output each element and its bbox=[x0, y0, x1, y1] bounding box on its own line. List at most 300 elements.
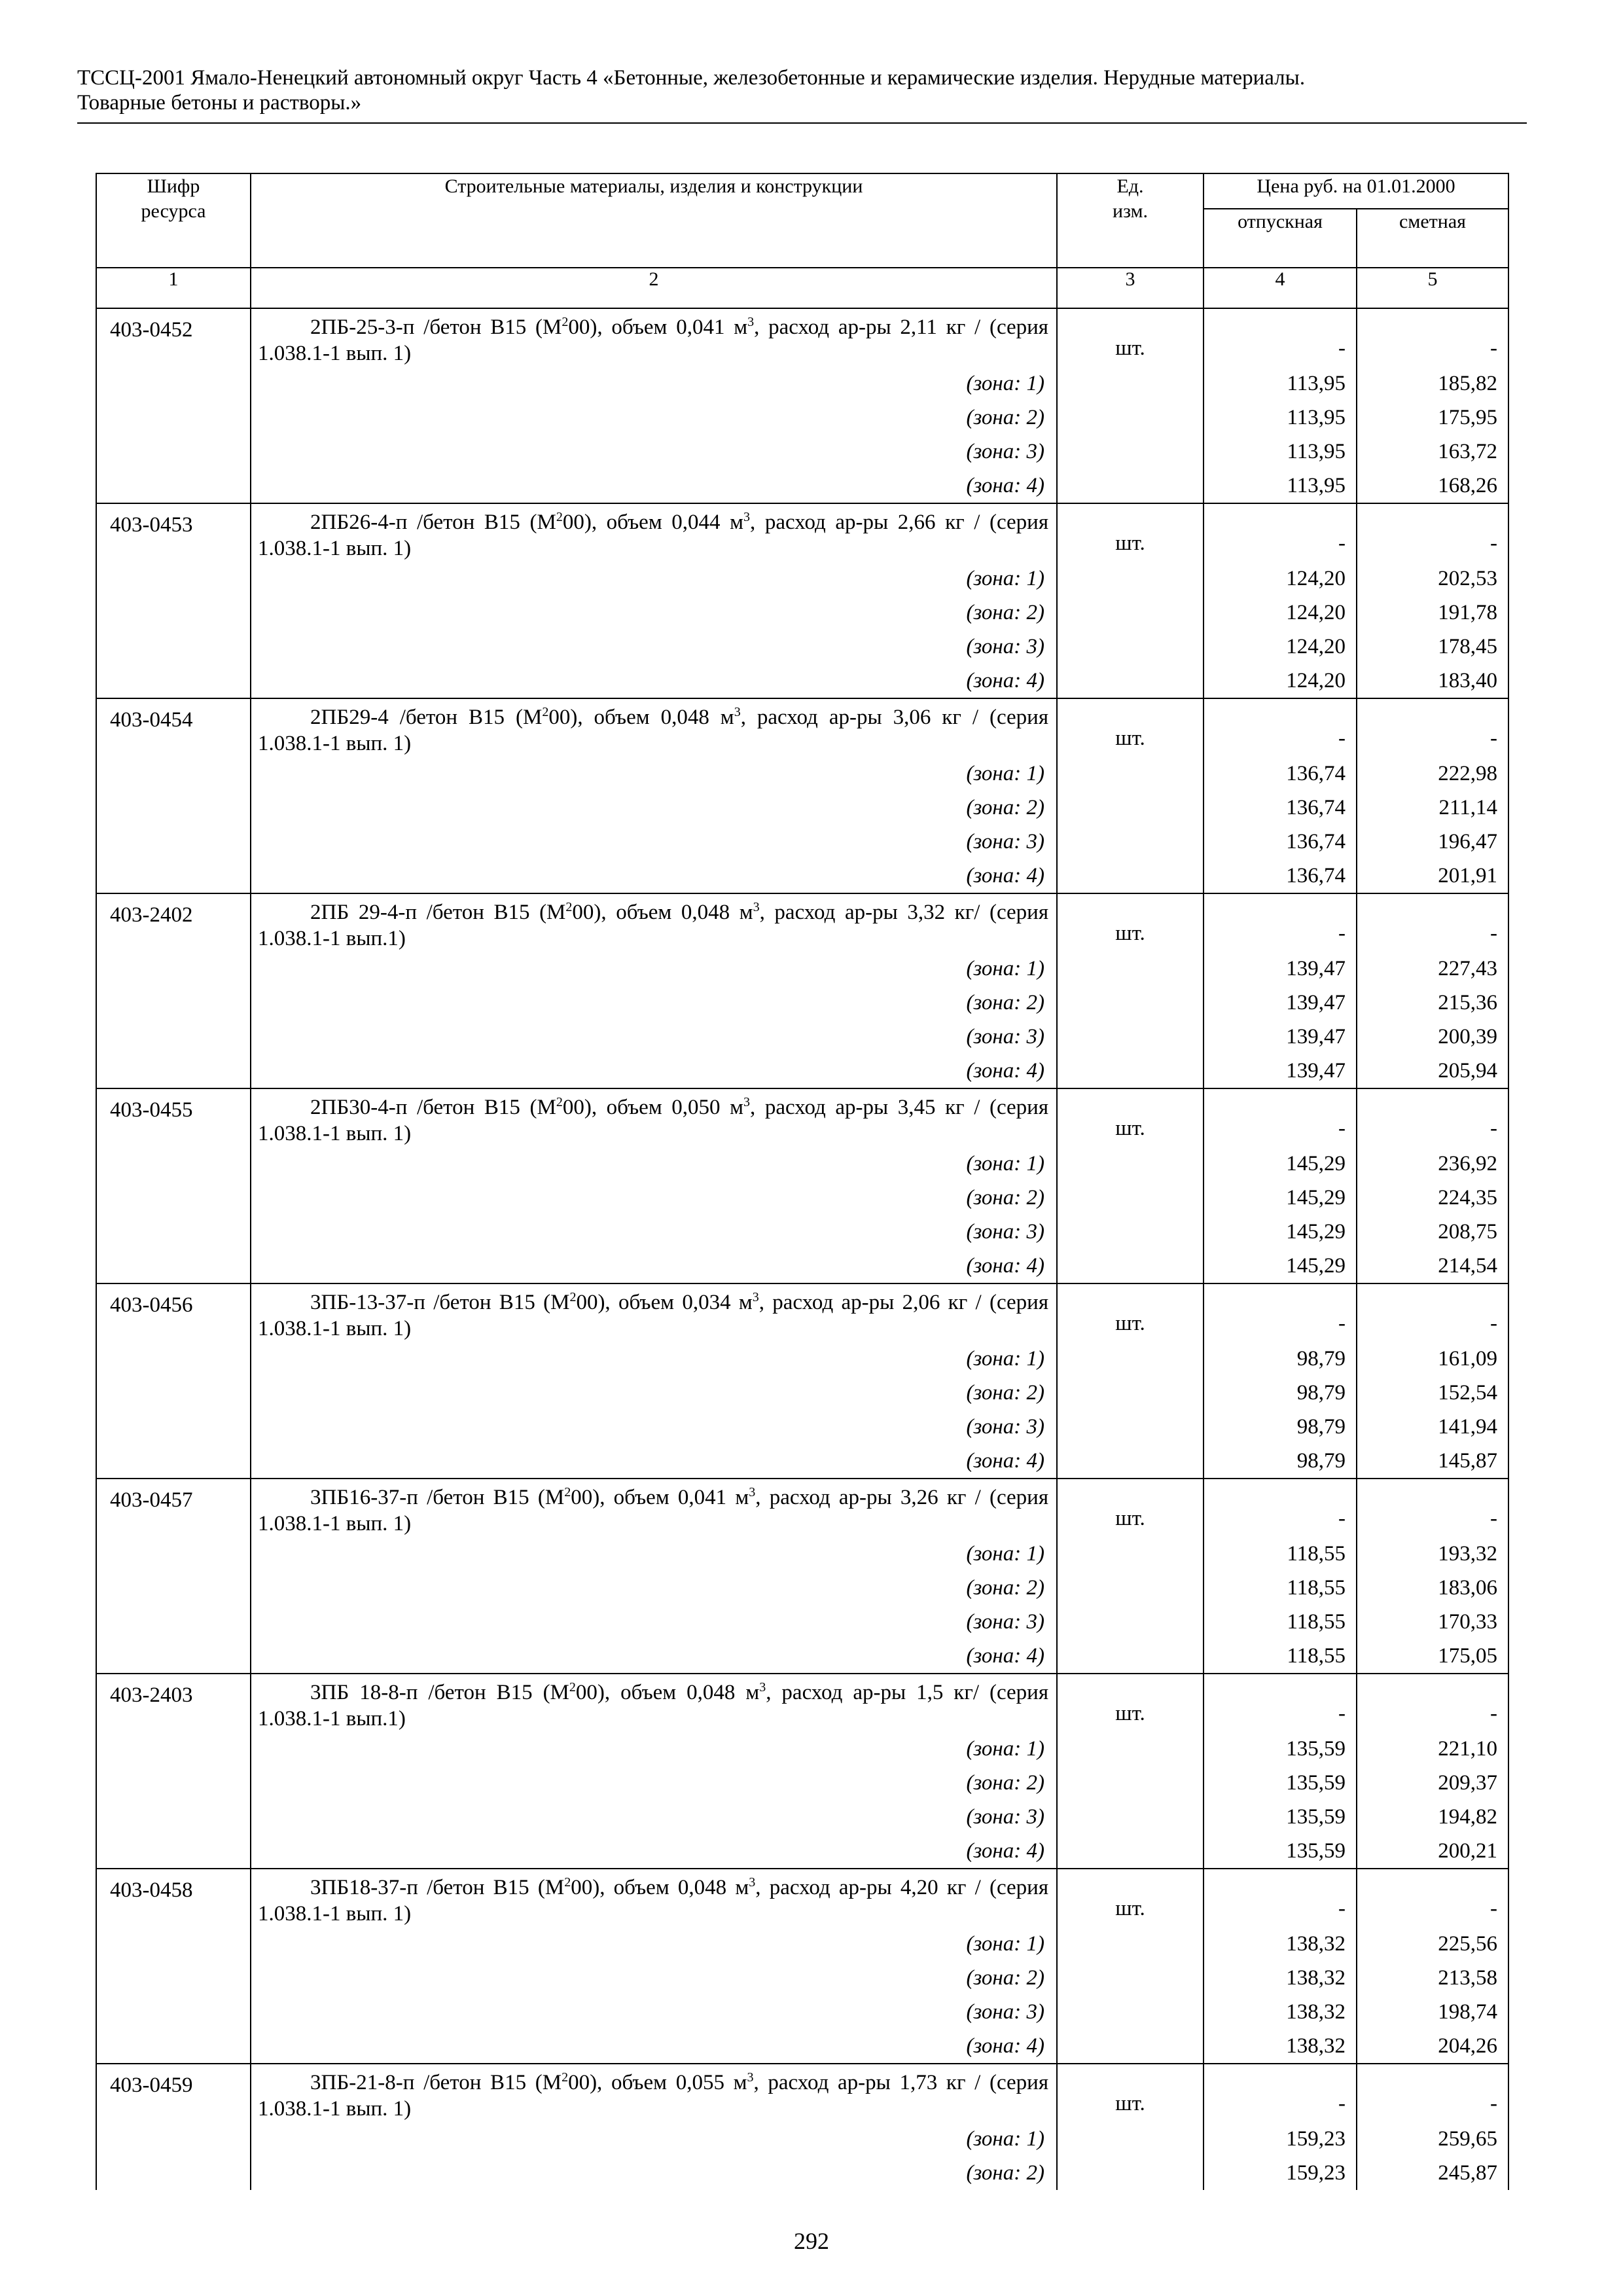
zone-estimate-price: 222,98 bbox=[1357, 757, 1508, 791]
zone-code-empty bbox=[96, 1639, 251, 1674]
name-part: 00), объем 0,041 м bbox=[571, 1486, 749, 1509]
name-part: 00), объем 0,048 м bbox=[575, 1681, 760, 1704]
zone-code-empty bbox=[96, 435, 251, 469]
zone-estimate-price: 209,37 bbox=[1357, 1766, 1508, 1800]
name-part: 2ПБ26-4-п /бетон В15 (М bbox=[310, 511, 556, 534]
estimate-price: - bbox=[1357, 1674, 1508, 1732]
name-part: 00), объем 0,048 м bbox=[548, 706, 734, 729]
zone-release-price: 139,47 bbox=[1204, 952, 1357, 986]
name-part: 3ПБ-21-8-п /бетон В15 (М bbox=[310, 2071, 562, 2094]
zone-unit-empty bbox=[1057, 1410, 1204, 1444]
zone-unit-empty bbox=[1057, 1834, 1204, 1869]
table-body bbox=[96, 308, 1508, 2190]
zone-row bbox=[96, 630, 1508, 664]
zone-row bbox=[96, 367, 1508, 401]
zone-row bbox=[96, 2029, 1508, 2064]
zone-label: (зона: 1) bbox=[251, 2122, 1057, 2156]
zone-code-empty bbox=[96, 1054, 251, 1088]
table-row bbox=[96, 1283, 1508, 1342]
name-superscript: 2 bbox=[564, 1875, 571, 1890]
zone-row bbox=[96, 2122, 1508, 2156]
zone-label: (зона: 4) bbox=[251, 1444, 1057, 1479]
zone-row bbox=[96, 1605, 1508, 1639]
unit-of-measure: шт. bbox=[1057, 308, 1204, 367]
zone-unit-empty bbox=[1057, 1961, 1204, 1995]
zone-row bbox=[96, 1410, 1508, 1444]
name-superscript: 3 bbox=[747, 315, 755, 329]
zone-estimate-price: 215,36 bbox=[1357, 986, 1508, 1020]
resource-code: 403-0457 bbox=[96, 1479, 251, 1537]
zone-code-empty bbox=[96, 2122, 251, 2156]
zone-estimate-price: 141,94 bbox=[1357, 1410, 1508, 1444]
name-superscript: 3 bbox=[749, 1875, 756, 1890]
name-part: 00), объем 0,055 м bbox=[568, 2071, 747, 2094]
zone-estimate-price: 161,09 bbox=[1357, 1342, 1508, 1376]
estimate-price: - bbox=[1357, 503, 1508, 562]
zone-unit-empty bbox=[1057, 1376, 1204, 1410]
material-name bbox=[251, 503, 1057, 562]
zone-label: (зона: 1) bbox=[251, 952, 1057, 986]
zone-label: (зона: 4) bbox=[251, 859, 1057, 893]
col-header-code: Шифр ресурса bbox=[96, 173, 251, 268]
zone-release-price: 135,59 bbox=[1204, 1834, 1357, 1869]
zone-unit-empty bbox=[1057, 757, 1204, 791]
zone-code-empty bbox=[96, 2156, 251, 2190]
zone-estimate-price: 145,87 bbox=[1357, 1444, 1508, 1479]
zone-row bbox=[96, 1732, 1508, 1766]
zone-label: (зона: 4) bbox=[251, 1249, 1057, 1283]
zone-estimate-price: 193,32 bbox=[1357, 1537, 1508, 1571]
name-part: , расход ар-ры 3,26 кг / (серия 1.038.1-1 вып. 1) bbox=[258, 1486, 1049, 1535]
material-name bbox=[251, 308, 1057, 367]
zone-code-empty bbox=[96, 1961, 251, 1995]
zone-code-empty bbox=[96, 367, 251, 401]
zone-code-empty bbox=[96, 401, 251, 435]
col-header-unit: Ед. изм. bbox=[1057, 173, 1204, 268]
name-part: , расход ар-ры 1,73 кг / (серия 1.038.1-1 вып. 1) bbox=[258, 2071, 1048, 2121]
zone-release-price: 118,55 bbox=[1204, 1537, 1357, 1571]
zone-code-empty bbox=[96, 1410, 251, 1444]
material-name bbox=[251, 1869, 1057, 1927]
zone-code-empty bbox=[96, 1605, 251, 1639]
zone-unit-empty bbox=[1057, 1181, 1204, 1215]
zone-estimate-price: 185,82 bbox=[1357, 367, 1508, 401]
col-header-estimate: сметная bbox=[1357, 209, 1508, 268]
resource-code: 403-0454 bbox=[96, 698, 251, 757]
unit-of-measure: шт. bbox=[1057, 893, 1204, 952]
zone-row bbox=[96, 1800, 1508, 1834]
zone-row bbox=[96, 469, 1508, 503]
name-superscript: 3 bbox=[743, 1095, 751, 1109]
name-part: , расход ар-ры 2,11 кг / (серия 1.038.1-1 вып. 1) bbox=[258, 315, 1048, 365]
zone-row bbox=[96, 1927, 1508, 1961]
running-header-line1: ТССЦ-2001 Ямало-Ненецкий автономный округ Часть 4 «Бетонные, железобетонные и керамические изделия. Нерудные материалы. bbox=[77, 66, 1306, 90]
zone-unit-empty bbox=[1057, 2029, 1204, 2064]
zone-estimate-price: 214,54 bbox=[1357, 1249, 1508, 1283]
zone-row bbox=[96, 2156, 1508, 2190]
zone-row bbox=[96, 401, 1508, 435]
zone-row bbox=[96, 1054, 1508, 1088]
col-number-2: 2 bbox=[251, 268, 1057, 308]
unit-of-measure: шт. bbox=[1057, 1674, 1204, 1732]
zone-code-empty bbox=[96, 1800, 251, 1834]
running-header bbox=[77, 65, 1527, 115]
name-part: , расход ар-ры 1,5 кг/ (серия 1.038.1-1 вып.1) bbox=[258, 1681, 1049, 1731]
zone-row bbox=[96, 1834, 1508, 1869]
zone-release-price: 145,29 bbox=[1204, 1215, 1357, 1249]
release-price: - bbox=[1204, 1479, 1357, 1537]
name-part: 00), объем 0,034 м bbox=[576, 1291, 753, 1314]
zone-row bbox=[96, 825, 1508, 859]
table-row bbox=[96, 698, 1508, 757]
material-name bbox=[251, 893, 1057, 952]
table-row bbox=[96, 308, 1508, 367]
zone-unit-empty bbox=[1057, 1927, 1204, 1961]
name-superscript: 2 bbox=[569, 1680, 576, 1695]
zone-code-empty bbox=[96, 859, 251, 893]
zone-release-price: 136,74 bbox=[1204, 791, 1357, 825]
zone-estimate-price: 196,47 bbox=[1357, 825, 1508, 859]
name-superscript: 2 bbox=[562, 315, 569, 329]
zone-label: (зона: 2) bbox=[251, 791, 1057, 825]
zone-unit-empty bbox=[1057, 2122, 1204, 2156]
zone-label: (зона: 2) bbox=[251, 1181, 1057, 1215]
zone-unit-empty bbox=[1057, 1800, 1204, 1834]
zone-label: (зона: 3) bbox=[251, 1995, 1057, 2029]
table-row bbox=[96, 1088, 1508, 1147]
zone-unit-empty bbox=[1057, 1639, 1204, 1674]
name-superscript: 2 bbox=[562, 2070, 569, 2085]
zone-release-price: 136,74 bbox=[1204, 859, 1357, 893]
name-part: 3ПБ-13-37-п /бетон В15 (М bbox=[310, 1291, 570, 1314]
table-row bbox=[96, 2064, 1508, 2122]
material-name bbox=[251, 1283, 1057, 1342]
table-row bbox=[96, 1479, 1508, 1537]
zone-estimate-price: 175,95 bbox=[1357, 401, 1508, 435]
zone-label: (зона: 3) bbox=[251, 630, 1057, 664]
zone-release-price: 135,59 bbox=[1204, 1800, 1357, 1834]
name-part: 2ПБ29-4 /бетон В15 (М bbox=[310, 706, 543, 729]
zone-label: (зона: 1) bbox=[251, 1732, 1057, 1766]
material-name bbox=[251, 1088, 1057, 1147]
zone-row bbox=[96, 1249, 1508, 1283]
resource-code: 403-0453 bbox=[96, 503, 251, 562]
zone-estimate-price: 170,33 bbox=[1357, 1605, 1508, 1639]
zone-label: (зона: 1) bbox=[251, 757, 1057, 791]
zone-code-empty bbox=[96, 1995, 251, 2029]
zone-row bbox=[96, 1147, 1508, 1181]
zone-unit-empty bbox=[1057, 1342, 1204, 1376]
estimate-price: - bbox=[1357, 2064, 1508, 2122]
release-price: - bbox=[1204, 308, 1357, 367]
zone-unit-empty bbox=[1057, 469, 1204, 503]
name-superscript: 2 bbox=[564, 1485, 571, 1499]
zone-estimate-price: 236,92 bbox=[1357, 1147, 1508, 1181]
table-row bbox=[96, 503, 1508, 562]
zone-code-empty bbox=[96, 1927, 251, 1961]
zone-release-price: 118,55 bbox=[1204, 1605, 1357, 1639]
zone-code-empty bbox=[96, 1537, 251, 1571]
zone-unit-empty bbox=[1057, 1537, 1204, 1571]
zone-label: (зона: 2) bbox=[251, 401, 1057, 435]
zone-label: (зона: 3) bbox=[251, 1020, 1057, 1054]
material-name bbox=[251, 1479, 1057, 1537]
table-row bbox=[96, 1869, 1508, 1927]
zone-release-price: 159,23 bbox=[1204, 2156, 1357, 2190]
zone-code-empty bbox=[96, 469, 251, 503]
zone-code-empty bbox=[96, 986, 251, 1020]
zone-release-price: 98,79 bbox=[1204, 1444, 1357, 1479]
zone-label: (зона: 4) bbox=[251, 1639, 1057, 1674]
zone-estimate-price: 163,72 bbox=[1357, 435, 1508, 469]
zone-code-empty bbox=[96, 1766, 251, 1800]
zone-code-empty bbox=[96, 1571, 251, 1605]
zone-unit-empty bbox=[1057, 1249, 1204, 1283]
header-rule bbox=[77, 122, 1527, 124]
table-row bbox=[96, 893, 1508, 952]
col-number-5: 5 bbox=[1357, 268, 1508, 308]
zone-unit-empty bbox=[1057, 1995, 1204, 2029]
col-number-1: 1 bbox=[96, 268, 251, 308]
zone-row bbox=[96, 1342, 1508, 1376]
zone-unit-empty bbox=[1057, 435, 1204, 469]
resource-code: 403-2402 bbox=[96, 893, 251, 952]
name-superscript: 3 bbox=[753, 900, 760, 914]
name-part: 3ПБ 18-8-п /бетон В15 (М bbox=[310, 1681, 569, 1704]
zone-estimate-price: 200,21 bbox=[1357, 1834, 1508, 1869]
zone-estimate-price: 205,94 bbox=[1357, 1054, 1508, 1088]
name-superscript: 3 bbox=[752, 1290, 759, 1304]
zone-code-empty bbox=[96, 562, 251, 596]
name-part: 00), объем 0,048 м bbox=[571, 1876, 749, 1899]
zone-label: (зона: 2) bbox=[251, 986, 1057, 1020]
zone-estimate-price: 183,40 bbox=[1357, 664, 1508, 698]
zone-code-empty bbox=[96, 1342, 251, 1376]
zone-label: (зона: 3) bbox=[251, 435, 1057, 469]
zone-estimate-price: 221,10 bbox=[1357, 1732, 1508, 1766]
zone-row bbox=[96, 1215, 1508, 1249]
release-price: - bbox=[1204, 698, 1357, 757]
zone-row bbox=[96, 1995, 1508, 2029]
zone-row bbox=[96, 1537, 1508, 1571]
zone-release-price: 135,59 bbox=[1204, 1732, 1357, 1766]
zone-release-price: 138,32 bbox=[1204, 1961, 1357, 1995]
zone-label: (зона: 4) bbox=[251, 664, 1057, 698]
zone-unit-empty bbox=[1057, 562, 1204, 596]
zone-row bbox=[96, 664, 1508, 698]
name-superscript: 3 bbox=[749, 1485, 756, 1499]
zone-release-price: 136,74 bbox=[1204, 825, 1357, 859]
zone-row bbox=[96, 986, 1508, 1020]
zone-estimate-price: 175,05 bbox=[1357, 1639, 1508, 1674]
name-superscript: 2 bbox=[569, 1290, 577, 1304]
zone-row bbox=[96, 952, 1508, 986]
name-part: 3ПБ18-37-п /бетон В15 (М bbox=[310, 1876, 565, 1899]
zone-label: (зона: 4) bbox=[251, 469, 1057, 503]
zone-code-empty bbox=[96, 2029, 251, 2064]
zone-release-price: 113,95 bbox=[1204, 435, 1357, 469]
resource-code: 403-0458 bbox=[96, 1869, 251, 1927]
resource-code: 403-2403 bbox=[96, 1674, 251, 1732]
col-header-release: отпускная bbox=[1204, 209, 1357, 268]
zone-code-empty bbox=[96, 1020, 251, 1054]
zone-unit-empty bbox=[1057, 791, 1204, 825]
name-superscript: 3 bbox=[743, 510, 751, 524]
zone-estimate-price: 213,58 bbox=[1357, 1961, 1508, 1995]
name-superscript: 3 bbox=[747, 2070, 754, 2085]
resource-code: 403-0456 bbox=[96, 1283, 251, 1342]
zone-code-empty bbox=[96, 1834, 251, 1869]
zone-release-price: 124,20 bbox=[1204, 630, 1357, 664]
zone-code-empty bbox=[96, 664, 251, 698]
zone-row bbox=[96, 859, 1508, 893]
zone-row bbox=[96, 562, 1508, 596]
zone-estimate-price: 225,56 bbox=[1357, 1927, 1508, 1961]
zone-label: (зона: 3) bbox=[251, 1605, 1057, 1639]
zone-row bbox=[96, 1020, 1508, 1054]
estimate-price: - bbox=[1357, 893, 1508, 952]
zone-release-price: 138,32 bbox=[1204, 1995, 1357, 2029]
zone-unit-empty bbox=[1057, 401, 1204, 435]
zone-label: (зона: 2) bbox=[251, 596, 1057, 630]
name-part: 00), объем 0,044 м bbox=[562, 511, 744, 534]
zone-unit-empty bbox=[1057, 367, 1204, 401]
zone-estimate-price: 178,45 bbox=[1357, 630, 1508, 664]
zone-label: (зона: 4) bbox=[251, 1054, 1057, 1088]
name-part: , расход ар-ры 2,06 кг / (серия 1.038.1-1 вып. 1) bbox=[258, 1291, 1048, 1340]
zone-estimate-price: 211,14 bbox=[1357, 791, 1508, 825]
zone-label: (зона: 1) bbox=[251, 562, 1057, 596]
zone-estimate-price: 208,75 bbox=[1357, 1215, 1508, 1249]
zone-release-price: 98,79 bbox=[1204, 1342, 1357, 1376]
zone-label: (зона: 3) bbox=[251, 825, 1057, 859]
zone-unit-empty bbox=[1057, 1571, 1204, 1605]
price-table bbox=[96, 173, 1509, 2190]
estimate-price: - bbox=[1357, 308, 1508, 367]
zone-unit-empty bbox=[1057, 986, 1204, 1020]
unit-of-measure: шт. bbox=[1057, 1869, 1204, 1927]
zone-unit-empty bbox=[1057, 1605, 1204, 1639]
name-part: , расход ар-ры 3,06 кг / (серия 1.038.1-1 вып. 1) bbox=[258, 706, 1049, 755]
estimate-price: - bbox=[1357, 1283, 1508, 1342]
zone-code-empty bbox=[96, 791, 251, 825]
name-superscript: 2 bbox=[565, 900, 573, 914]
zone-release-price: 145,29 bbox=[1204, 1147, 1357, 1181]
resource-code: 403-0452 bbox=[96, 308, 251, 367]
zone-unit-empty bbox=[1057, 952, 1204, 986]
zone-row bbox=[96, 1181, 1508, 1215]
zone-unit-empty bbox=[1057, 596, 1204, 630]
unit-of-measure: шт. bbox=[1057, 2064, 1204, 2122]
zone-row bbox=[96, 435, 1508, 469]
name-superscript: 2 bbox=[556, 1095, 563, 1109]
name-part: 3ПБ16-37-п /бетон В15 (М bbox=[310, 1486, 565, 1509]
zone-label: (зона: 2) bbox=[251, 2156, 1057, 2190]
zone-release-price: 139,47 bbox=[1204, 1020, 1357, 1054]
zone-unit-empty bbox=[1057, 1054, 1204, 1088]
release-price: - bbox=[1204, 893, 1357, 952]
zone-unit-empty bbox=[1057, 1444, 1204, 1479]
unit-of-measure: шт. bbox=[1057, 1479, 1204, 1537]
zone-estimate-price: 183,06 bbox=[1357, 1571, 1508, 1605]
material-name bbox=[251, 1674, 1057, 1732]
zone-release-price: 98,79 bbox=[1204, 1410, 1357, 1444]
zone-label: (зона: 2) bbox=[251, 1376, 1057, 1410]
name-superscript: 2 bbox=[542, 705, 549, 719]
name-part: 00), объем 0,041 м bbox=[568, 315, 748, 339]
zone-code-empty bbox=[96, 1181, 251, 1215]
resource-code: 403-0459 bbox=[96, 2064, 251, 2122]
name-part: , расход ар-ры 3,45 кг / (серия 1.038.1-1 вып. 1) bbox=[258, 1096, 1049, 1145]
release-price: - bbox=[1204, 1283, 1357, 1342]
zone-unit-empty bbox=[1057, 1020, 1204, 1054]
zone-release-price: 138,32 bbox=[1204, 2029, 1357, 2064]
zone-code-empty bbox=[96, 596, 251, 630]
zone-label: (зона: 3) bbox=[251, 1410, 1057, 1444]
zone-label: (зона: 1) bbox=[251, 1537, 1057, 1571]
name-part: , расход ар-ры 3,32 кг/ (серия 1.038.1-1 вып.1) bbox=[258, 901, 1049, 950]
zone-release-price: 124,20 bbox=[1204, 562, 1357, 596]
zone-code-empty bbox=[96, 1732, 251, 1766]
zone-unit-empty bbox=[1057, 1215, 1204, 1249]
zone-unit-empty bbox=[1057, 1147, 1204, 1181]
zone-row bbox=[96, 791, 1508, 825]
zone-estimate-price: 204,26 bbox=[1357, 2029, 1508, 2064]
name-superscript: 3 bbox=[734, 705, 741, 719]
zone-row bbox=[96, 1571, 1508, 1605]
zone-code-empty bbox=[96, 825, 251, 859]
zone-release-price: 124,20 bbox=[1204, 664, 1357, 698]
zone-estimate-price: 201,91 bbox=[1357, 859, 1508, 893]
zone-unit-empty bbox=[1057, 630, 1204, 664]
page-number: 292 bbox=[794, 2228, 829, 2254]
unit-of-measure: шт. bbox=[1057, 698, 1204, 757]
release-price: - bbox=[1204, 2064, 1357, 2122]
zone-row bbox=[96, 1766, 1508, 1800]
material-name bbox=[251, 2064, 1057, 2122]
zone-label: (зона: 2) bbox=[251, 1961, 1057, 1995]
zone-estimate-price: 191,78 bbox=[1357, 596, 1508, 630]
zone-estimate-price: 224,35 bbox=[1357, 1181, 1508, 1215]
name-part: 00), объем 0,050 м bbox=[562, 1096, 744, 1119]
zone-release-price: 159,23 bbox=[1204, 2122, 1357, 2156]
zone-release-price: 124,20 bbox=[1204, 596, 1357, 630]
zone-label: (зона: 1) bbox=[251, 1927, 1057, 1961]
zone-unit-empty bbox=[1057, 1732, 1204, 1766]
estimate-price: - bbox=[1357, 698, 1508, 757]
zone-row bbox=[96, 757, 1508, 791]
estimate-price: - bbox=[1357, 1869, 1508, 1927]
release-price: - bbox=[1204, 1674, 1357, 1732]
zone-code-empty bbox=[96, 952, 251, 986]
col-header-name: Строительные материалы, изделия и конструкции bbox=[251, 173, 1057, 268]
zone-row bbox=[96, 1961, 1508, 1995]
zone-unit-empty bbox=[1057, 859, 1204, 893]
table-row bbox=[96, 1674, 1508, 1732]
zone-code-empty bbox=[96, 1444, 251, 1479]
zone-release-price: 113,95 bbox=[1204, 401, 1357, 435]
zone-label: (зона: 4) bbox=[251, 1834, 1057, 1869]
estimate-price: - bbox=[1357, 1479, 1508, 1537]
zone-estimate-price: 259,65 bbox=[1357, 2122, 1508, 2156]
zone-release-price: 113,95 bbox=[1204, 469, 1357, 503]
zone-label: (зона: 1) bbox=[251, 367, 1057, 401]
zone-estimate-price: 227,43 bbox=[1357, 952, 1508, 986]
zone-row bbox=[96, 1444, 1508, 1479]
zone-row bbox=[96, 1639, 1508, 1674]
zone-label: (зона: 1) bbox=[251, 1147, 1057, 1181]
zone-label: (зона: 2) bbox=[251, 1766, 1057, 1800]
